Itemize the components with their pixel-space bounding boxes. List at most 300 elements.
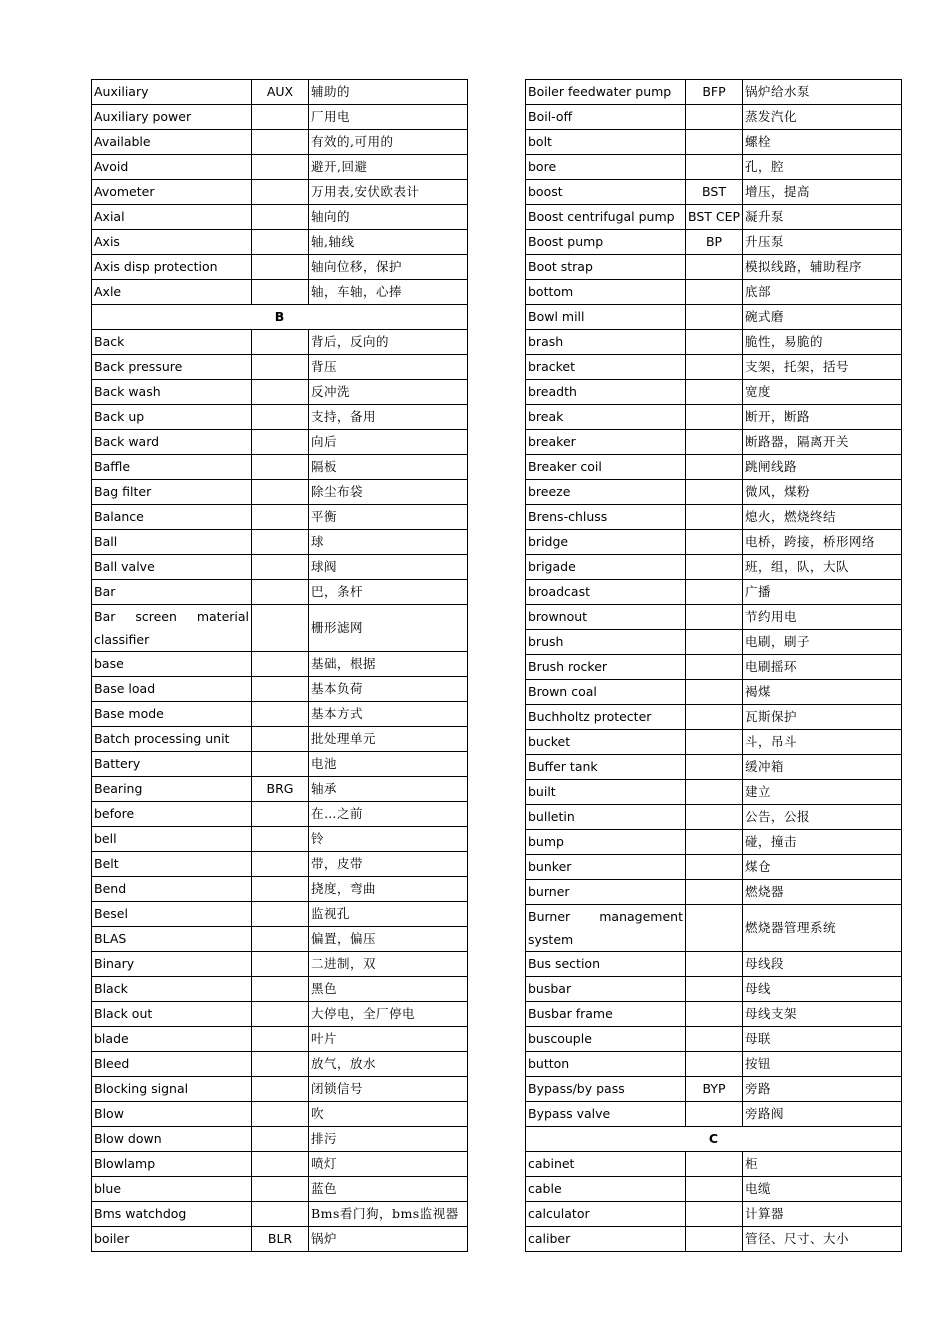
chinese-translation-cell: 吹 <box>309 1102 468 1127</box>
abbreviation-cell <box>252 752 309 777</box>
abbreviation-cell: BLR <box>252 1227 309 1252</box>
abbreviation-cell <box>686 580 743 605</box>
abbreviation-cell <box>252 727 309 752</box>
chinese-translation-cell: 跳闸线路 <box>743 455 902 480</box>
glossary-row <box>92 1027 468 1052</box>
abbreviation-cell: BRG <box>252 777 309 802</box>
chinese-translation-cell: 母线段 <box>743 952 902 977</box>
abbreviation-cell <box>686 155 743 180</box>
term-cell: Besel <box>92 902 252 927</box>
glossary-row <box>92 155 468 180</box>
glossary-row <box>526 655 902 680</box>
glossary-row <box>526 977 902 1002</box>
glossary-row <box>526 680 902 705</box>
glossary-row <box>92 230 468 255</box>
chinese-translation-cell: 母线支架 <box>743 1002 902 1027</box>
abbreviation-cell: BYP <box>686 1077 743 1102</box>
abbreviation-cell <box>252 430 309 455</box>
glossary-row <box>526 555 902 580</box>
glossary-row <box>526 805 902 830</box>
abbreviation-cell <box>252 255 309 280</box>
abbreviation-cell <box>686 1202 743 1227</box>
glossary-row <box>92 530 468 555</box>
chinese-translation-cell: 柜 <box>743 1152 902 1177</box>
glossary-row <box>526 305 902 330</box>
chinese-translation-cell: 缓冲箱 <box>743 755 902 780</box>
chinese-translation-cell: 电刷摇环 <box>743 655 902 680</box>
glossary-row <box>92 130 468 155</box>
chinese-translation-cell: 母联 <box>743 1027 902 1052</box>
term-cell: Blocking signal <box>92 1077 252 1102</box>
term-cell: Bearing <box>92 777 252 802</box>
glossary-row <box>92 877 468 902</box>
chinese-translation-cell: 平衡 <box>309 505 468 530</box>
section-letter: C <box>526 1127 902 1152</box>
glossary-row <box>526 755 902 780</box>
abbreviation-cell <box>252 505 309 530</box>
glossary-row <box>92 480 468 505</box>
abbreviation-cell <box>686 780 743 805</box>
abbreviation-cell <box>686 755 743 780</box>
abbreviation-cell <box>252 952 309 977</box>
term-cell: before <box>92 802 252 827</box>
abbreviation-cell <box>252 852 309 877</box>
abbreviation-cell <box>252 827 309 852</box>
glossary-row <box>92 1152 468 1177</box>
term-cell: Bypass valve <box>526 1102 686 1127</box>
chinese-translation-cell: 蒸发汽化 <box>743 105 902 130</box>
term-cell: Bar <box>92 580 252 605</box>
section-letter: B <box>92 305 468 330</box>
chinese-translation-cell: 节约用电 <box>743 605 902 630</box>
chinese-translation-cell: 球阀 <box>309 555 468 580</box>
glossary-row <box>92 827 468 852</box>
abbreviation-cell <box>252 652 309 677</box>
glossary-row <box>92 1077 468 1102</box>
abbreviation-cell <box>686 605 743 630</box>
glossary-row <box>526 105 902 130</box>
abbreviation-cell <box>252 1027 309 1052</box>
abbreviation-cell <box>686 330 743 355</box>
abbreviation-cell <box>252 802 309 827</box>
glossary-row <box>92 580 468 605</box>
term-cell: Blowlamp <box>92 1152 252 1177</box>
chinese-translation-cell: 轴承 <box>309 777 468 802</box>
glossary-row <box>526 1027 902 1052</box>
abbreviation-cell <box>252 380 309 405</box>
glossary-row <box>526 505 902 530</box>
chinese-translation-cell: 脆性，易脆的 <box>743 330 902 355</box>
glossary-row <box>526 630 902 655</box>
chinese-translation-cell: 避开,回避 <box>309 155 468 180</box>
term-cell: Avoid <box>92 155 252 180</box>
glossary-row <box>92 727 468 752</box>
glossary-row <box>526 430 902 455</box>
chinese-translation-cell: Bms看门狗，bms监视器 <box>309 1202 468 1227</box>
term-cell: Balance <box>92 505 252 530</box>
term-cell: Buchholtz protecter <box>526 705 686 730</box>
abbreviation-cell: BST <box>686 180 743 205</box>
glossary-row <box>92 1002 468 1027</box>
abbreviation-cell <box>252 1202 309 1227</box>
chinese-translation-cell: 电池 <box>309 752 468 777</box>
chinese-translation-cell: 煤仓 <box>743 855 902 880</box>
term-cell: Burner management system <box>526 905 686 952</box>
term-cell: bump <box>526 830 686 855</box>
chinese-translation-cell: 旁路 <box>743 1077 902 1102</box>
abbreviation-cell <box>252 1177 309 1202</box>
chinese-translation-cell: 底部 <box>743 280 902 305</box>
abbreviation-cell <box>252 230 309 255</box>
chinese-translation-cell: 斗，吊斗 <box>743 730 902 755</box>
chinese-translation-cell: 公告，公报 <box>743 805 902 830</box>
term-cell: button <box>526 1052 686 1077</box>
term-cell: Auxiliary power <box>92 105 252 130</box>
chinese-translation-cell: 碗式磨 <box>743 305 902 330</box>
glossary-row <box>526 355 902 380</box>
chinese-translation-cell: 电桥，跨接，桥形网络 <box>743 530 902 555</box>
abbreviation-cell: AUX <box>252 80 309 105</box>
chinese-translation-cell: 轴，车轴，心捧 <box>309 280 468 305</box>
chinese-translation-cell: 喷灯 <box>309 1152 468 1177</box>
abbreviation-cell: BP <box>686 230 743 255</box>
term-cell: Back ward <box>92 430 252 455</box>
chinese-translation-cell: 模拟线路，辅助程序 <box>743 255 902 280</box>
chinese-translation-cell: 燃烧器 <box>743 880 902 905</box>
glossary-table-right <box>525 79 902 1252</box>
abbreviation-cell <box>686 1027 743 1052</box>
glossary-row <box>526 330 902 355</box>
glossary-row <box>92 330 468 355</box>
term-cell: break <box>526 405 686 430</box>
glossary-row <box>526 1002 902 1027</box>
term-cell: Available <box>92 130 252 155</box>
chinese-translation-cell: 轴,轴线 <box>309 230 468 255</box>
term-cell: Blow <box>92 1102 252 1127</box>
chinese-translation-cell: 叶片 <box>309 1027 468 1052</box>
abbreviation-cell <box>686 855 743 880</box>
term-cell: built <box>526 780 686 805</box>
chinese-translation-cell: 蓝色 <box>309 1177 468 1202</box>
glossary-row <box>526 855 902 880</box>
chinese-translation-cell: 碰，撞击 <box>743 830 902 855</box>
term-cell: blade <box>92 1027 252 1052</box>
glossary-row <box>526 155 902 180</box>
abbreviation-cell <box>252 927 309 952</box>
chinese-translation-cell: 按钮 <box>743 1052 902 1077</box>
abbreviation-cell: BST CEP <box>686 205 743 230</box>
chinese-translation-cell: 向后 <box>309 430 468 455</box>
abbreviation-cell <box>252 1102 309 1127</box>
glossary-row <box>92 355 468 380</box>
glossary-row <box>526 1077 902 1102</box>
abbreviation-cell <box>686 830 743 855</box>
abbreviation-cell <box>686 1052 743 1077</box>
glossary-row <box>92 430 468 455</box>
glossary-row <box>92 555 468 580</box>
abbreviation-cell <box>252 877 309 902</box>
chinese-translation-cell: 凝升泵 <box>743 205 902 230</box>
term-cell: Black out <box>92 1002 252 1027</box>
abbreviation-cell <box>252 205 309 230</box>
term-cell: brigade <box>526 555 686 580</box>
chinese-translation-cell: 挠度，弯曲 <box>309 877 468 902</box>
term-cell: breadth <box>526 380 686 405</box>
abbreviation-cell <box>686 305 743 330</box>
glossary-row <box>526 905 902 952</box>
glossary-row <box>92 677 468 702</box>
abbreviation-cell <box>686 105 743 130</box>
section-header-row <box>526 1127 902 1152</box>
abbreviation-cell <box>252 130 309 155</box>
term-cell: Axle <box>92 280 252 305</box>
chinese-translation-cell: 巴，条杆 <box>309 580 468 605</box>
glossary-row <box>92 1177 468 1202</box>
chinese-translation-cell: 偏置，偏压 <box>309 927 468 952</box>
term-cell: broadcast <box>526 580 686 605</box>
glossary-body-left <box>92 80 468 1252</box>
abbreviation-cell <box>252 977 309 1002</box>
chinese-translation-cell: 电缆 <box>743 1177 902 1202</box>
term-cell: Axis disp protection <box>92 255 252 280</box>
abbreviation-cell <box>686 952 743 977</box>
glossary-row <box>92 1227 468 1252</box>
term-cell: Ball valve <box>92 555 252 580</box>
glossary-row <box>526 1177 902 1202</box>
chinese-translation-cell: 反冲洗 <box>309 380 468 405</box>
glossary-row <box>526 880 902 905</box>
term-cell: bucket <box>526 730 686 755</box>
term-cell: Boost centrifugal pump <box>526 205 686 230</box>
chinese-translation-cell: 除尘布袋 <box>309 480 468 505</box>
abbreviation-cell <box>252 180 309 205</box>
term-cell: bridge <box>526 530 686 555</box>
term-cell: breeze <box>526 480 686 505</box>
chinese-translation-cell: 万用表,安伏欧表计 <box>309 180 468 205</box>
chinese-translation-cell: 支架，托架，括号 <box>743 355 902 380</box>
glossary-row <box>92 605 468 652</box>
chinese-translation-cell: 电刷，刷子 <box>743 630 902 655</box>
glossary-row <box>526 205 902 230</box>
chinese-translation-cell: 二进制，双 <box>309 952 468 977</box>
chinese-translation-cell: 轴向位移，保护 <box>309 255 468 280</box>
glossary-row <box>92 952 468 977</box>
chinese-translation-cell: 大停电，全厂停电 <box>309 1002 468 1027</box>
abbreviation-cell <box>252 1052 309 1077</box>
chinese-translation-cell: 排污 <box>309 1127 468 1152</box>
chinese-translation-cell: 孔，腔 <box>743 155 902 180</box>
chinese-translation-cell: 在…之前 <box>309 802 468 827</box>
chinese-translation-cell: 批处理单元 <box>309 727 468 752</box>
term-cell: brush <box>526 630 686 655</box>
glossary-row <box>526 455 902 480</box>
chinese-translation-cell: 增压，提高 <box>743 180 902 205</box>
term-cell: breaker <box>526 430 686 455</box>
glossary-row <box>92 652 468 677</box>
abbreviation-cell <box>252 1077 309 1102</box>
glossary-row <box>526 405 902 430</box>
glossary-row <box>526 255 902 280</box>
abbreviation-cell <box>686 430 743 455</box>
term-cell: calculator <box>526 1202 686 1227</box>
abbreviation-cell <box>252 1152 309 1177</box>
abbreviation-cell <box>686 280 743 305</box>
term-cell: Bypass/by pass <box>526 1077 686 1102</box>
abbreviation-cell <box>686 1177 743 1202</box>
term-cell: Bus section <box>526 952 686 977</box>
abbreviation-cell <box>686 977 743 1002</box>
abbreviation-cell <box>686 880 743 905</box>
term-cell: Back <box>92 330 252 355</box>
term-cell: Axial <box>92 205 252 230</box>
glossary-table-left <box>91 79 468 1252</box>
glossary-row <box>92 927 468 952</box>
glossary-row <box>526 830 902 855</box>
glossary-row <box>526 380 902 405</box>
term-cell: cable <box>526 1177 686 1202</box>
abbreviation-cell <box>686 130 743 155</box>
section-header-row <box>92 305 468 330</box>
term-cell: BLAS <box>92 927 252 952</box>
abbreviation-cell <box>252 280 309 305</box>
term-cell: Binary <box>92 952 252 977</box>
term-cell: Bowl mill <box>526 305 686 330</box>
chinese-translation-cell: 熄火，燃烧终结 <box>743 505 902 530</box>
abbreviation-cell <box>686 1102 743 1127</box>
chinese-translation-cell: 管径、尺寸、大小 <box>743 1227 902 1252</box>
term-cell: burner <box>526 880 686 905</box>
term-cell: bulletin <box>526 805 686 830</box>
chinese-translation-cell: 轴向的 <box>309 205 468 230</box>
chinese-translation-cell: 放气，放水 <box>309 1052 468 1077</box>
glossary-row <box>92 105 468 130</box>
chinese-translation-cell: 断开，断路 <box>743 405 902 430</box>
term-cell: Baffle <box>92 455 252 480</box>
chinese-translation-cell: 广播 <box>743 580 902 605</box>
glossary-row <box>526 780 902 805</box>
term-cell: Avometer <box>92 180 252 205</box>
glossary-row <box>92 255 468 280</box>
abbreviation-cell <box>686 905 743 952</box>
chinese-translation-cell: 班，组，队，大队 <box>743 555 902 580</box>
abbreviation-cell <box>686 630 743 655</box>
glossary-row <box>92 902 468 927</box>
term-cell: bunker <box>526 855 686 880</box>
chinese-translation-cell: 断路器，隔离开关 <box>743 430 902 455</box>
term-cell: bracket <box>526 355 686 380</box>
term-cell: Bag filter <box>92 480 252 505</box>
chinese-translation-cell: 旁路阀 <box>743 1102 902 1127</box>
chinese-translation-cell: 背压 <box>309 355 468 380</box>
glossary-row <box>526 130 902 155</box>
term-cell: Base load <box>92 677 252 702</box>
glossary-row <box>92 802 468 827</box>
chinese-translation-cell: 燃烧器管理系统 <box>743 905 902 952</box>
abbreviation-cell <box>252 405 309 430</box>
chinese-translation-cell: 有效的,可用的 <box>309 130 468 155</box>
glossary-row <box>92 455 468 480</box>
chinese-translation-cell: 隔板 <box>309 455 468 480</box>
abbreviation-cell: BFP <box>686 80 743 105</box>
term-cell: Bleed <box>92 1052 252 1077</box>
abbreviation-cell <box>252 530 309 555</box>
term-cell: blue <box>92 1177 252 1202</box>
abbreviation-cell <box>686 455 743 480</box>
abbreviation-cell <box>686 730 743 755</box>
abbreviation-cell <box>686 255 743 280</box>
abbreviation-cell <box>252 605 309 652</box>
abbreviation-cell <box>686 555 743 580</box>
chinese-translation-cell: 辅助的 <box>309 80 468 105</box>
term-cell: buscouple <box>526 1027 686 1052</box>
term-cell: boiler <box>92 1227 252 1252</box>
glossary-row <box>526 730 902 755</box>
glossary-row <box>526 1052 902 1077</box>
abbreviation-cell <box>252 555 309 580</box>
glossary-row <box>526 952 902 977</box>
term-cell: Brush rocker <box>526 655 686 680</box>
glossary-row <box>526 1152 902 1177</box>
glossary-row <box>526 1102 902 1127</box>
abbreviation-cell <box>252 155 309 180</box>
term-cell: Bar screen material classifier <box>92 605 252 652</box>
glossary-row <box>92 852 468 877</box>
chinese-translation-cell: 闭锁信号 <box>309 1077 468 1102</box>
chinese-translation-cell: 支持，备用 <box>309 405 468 430</box>
abbreviation-cell <box>252 902 309 927</box>
glossary-row <box>92 280 468 305</box>
term-cell: Back pressure <box>92 355 252 380</box>
abbreviation-cell <box>252 355 309 380</box>
term-cell: Brown coal <box>526 680 686 705</box>
glossary-body-right <box>526 80 902 1252</box>
glossary-row <box>92 777 468 802</box>
chinese-translation-cell: 褐煤 <box>743 680 902 705</box>
abbreviation-cell <box>686 655 743 680</box>
glossary-row <box>92 1102 468 1127</box>
term-cell: Back wash <box>92 380 252 405</box>
term-cell: busbar <box>526 977 686 1002</box>
glossary-row <box>92 80 468 105</box>
abbreviation-cell <box>686 680 743 705</box>
abbreviation-cell <box>252 480 309 505</box>
glossary-row <box>92 505 468 530</box>
term-cell: Brens-chluss <box>526 505 686 530</box>
term-cell: Axis <box>92 230 252 255</box>
glossary-row <box>92 752 468 777</box>
chinese-translation-cell: 螺栓 <box>743 130 902 155</box>
term-cell: Battery <box>92 752 252 777</box>
chinese-translation-cell: 宽度 <box>743 380 902 405</box>
abbreviation-cell <box>252 1127 309 1152</box>
term-cell: Ball <box>92 530 252 555</box>
abbreviation-cell <box>252 702 309 727</box>
term-cell: caliber <box>526 1227 686 1252</box>
term-cell: bore <box>526 155 686 180</box>
chinese-translation-cell: 基础，根据 <box>309 652 468 677</box>
abbreviation-cell <box>252 455 309 480</box>
term-cell: Bms watchdog <box>92 1202 252 1227</box>
chinese-translation-cell: 微风，煤粉 <box>743 480 902 505</box>
chinese-translation-cell: 锅炉 <box>309 1227 468 1252</box>
abbreviation-cell <box>686 705 743 730</box>
glossary-row <box>526 705 902 730</box>
chinese-translation-cell: 建立 <box>743 780 902 805</box>
glossary-row <box>526 280 902 305</box>
abbreviation-cell <box>252 580 309 605</box>
abbreviation-cell <box>686 530 743 555</box>
term-cell: Auxiliary <box>92 80 252 105</box>
